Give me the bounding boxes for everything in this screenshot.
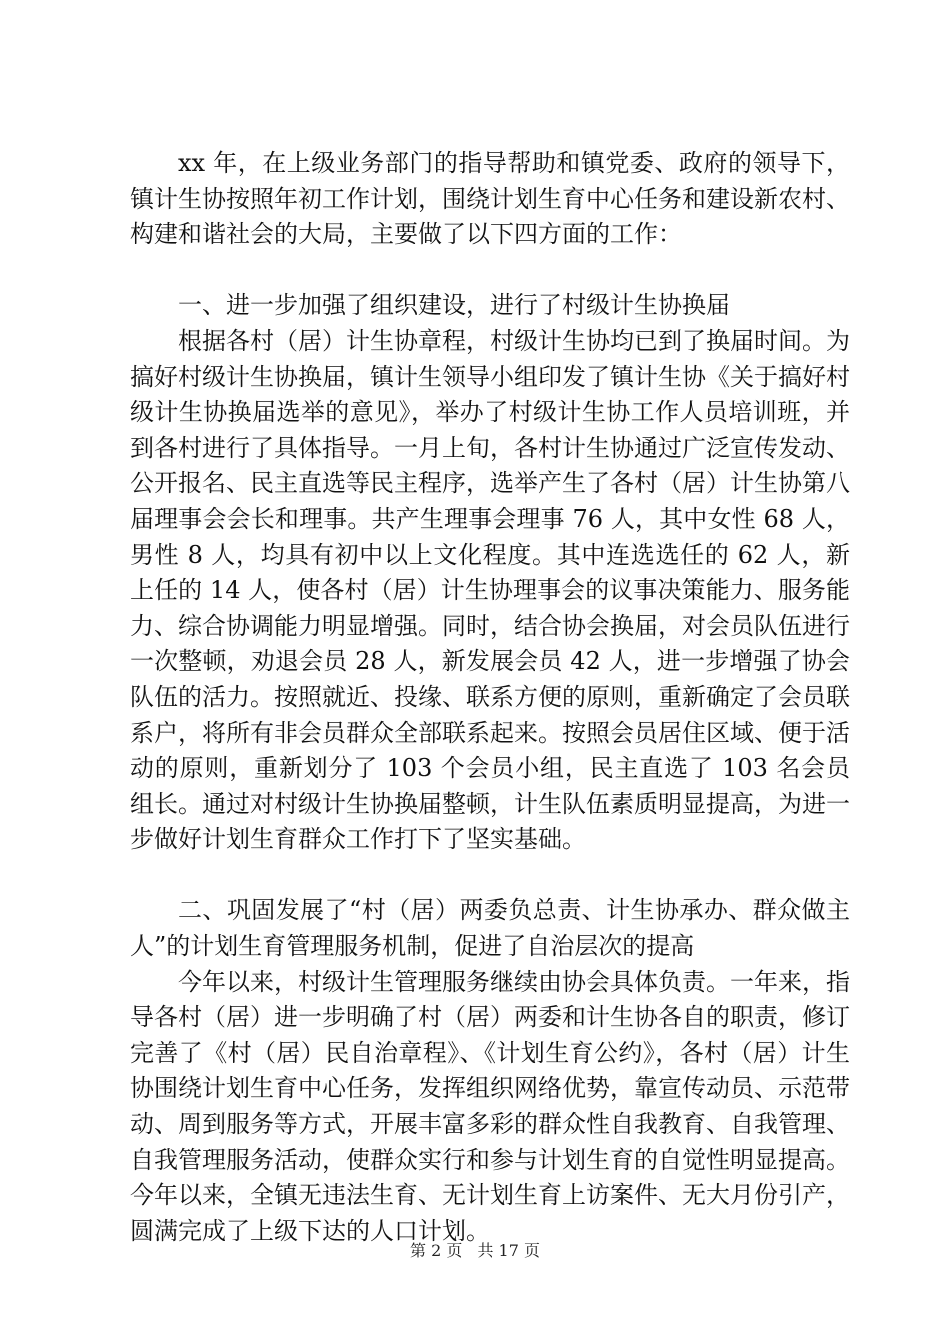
intro-paragraph: xx 年，在上级业务部门的指导帮助和镇党委、政府的领导下，镇计生协按照年初工作计划，围绕计划生育中心任务和建设新农村、构建和谐社会的大局，主要做了以下四方面的工作： [130, 149, 850, 249]
page-footer [0, 1241, 950, 1261]
section-heading-2: 二、巩固发展了“村（居）两委负总责、计生协承办、群众做主人”的计划生育管理服务机制，促进了自治层次的提高 [130, 896, 850, 961]
document-body [130, 146, 850, 1249]
section-paragraph-2: 今年以来，村级计生管理服务继续由协会具体负责。一年来，指导各村（居）进一步明确了村（居）两委和计生协各自的职责，修订完善了《村（居）民自治章程》、《计划生育公约》，各村（居）计生协围绕计划生育中心任务，发挥组织网络优势，靠宣传动员、示范带动、周到服务等方式，开展丰富多彩的群众性自我教育、自我管理、自我管理服务活动，使群众实行和参与计划生育的自觉性明显提高。今年以来，全镇无违法生育、无计划生育上访案件、无大月份引产，圆满完成了上级下达的人口计划。 [130, 967, 850, 1245]
section-heading-1: 一、进一步加强了组织建设，进行了村级计生协换届 [178, 291, 730, 320]
section-paragraph-1: 根据各村（居）计生协章程，村级计生协均已到了换届时间。为搞好村级计生协换届，镇计生领导小组印发了镇计生协《关于搞好村级计生协换届选举的意见》，举办了村级计生协工作人员培训班，并到各村进行了具体指导。一月上旬，各村计生协通过广泛宣传发动、公开报名、民主直选等民主程序，选举产生了各村（居）计生协第八届理事会会长和理事。共产生理事会理事 76 人，其中女性 68 人，男性 8 人，均具有初中以上文化程度。其中连选选任的 62 人，新上任的 14 人，使各村（居）计生协理事会的议事决策能力、服务能力、综合协调能力明显增强。同时，结合协会换届，对会员队伍进行一次整顿，劝退会员 28 人，新发展会员 42 人，进一步增强了协会队伍的活力。按照就近、投缘、联系方便的原则，重新确定了会员联系户，将所有非会员群众全部联系起来。按照会员居住区域、便于活动的原则，重新划分了 103 个会员小组，民主直选了 103 名会员组长。通过对村级计生协换届整顿，计生队伍素质明显提高，为进一步做好计划生育群众工作打下了坚实基础。 [130, 326, 850, 854]
page-total: 共 17 页 [477, 1241, 540, 1260]
page-number: 第 2 页 [410, 1241, 463, 1260]
